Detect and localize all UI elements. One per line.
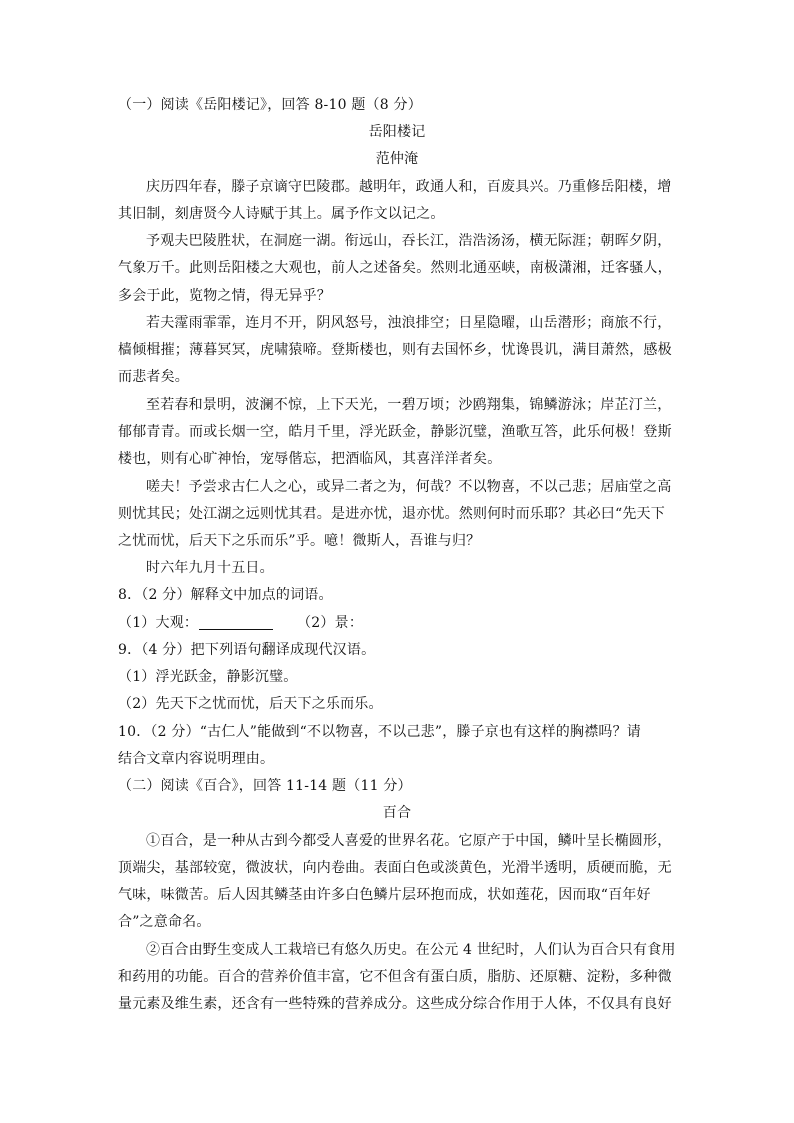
passage-line: 若夫霪雨霏霏，连月不开，阴风怒号，浊浪排空；日星隐曜，山岳潜形；商旅不行， — [146, 315, 672, 331]
passage-title: 岳阳楼记 — [368, 124, 426, 140]
passage-line: 气象万千。此则岳阳楼之大观也，前人之述备矣。然则北通巫峡，南极潇湘，迁客骚人， — [118, 260, 672, 276]
passage-line: 其旧制，刻唐贤今人诗赋于其上。属予作文以记之。 — [118, 206, 445, 222]
passage-line: 庆历四年春，滕子京谪守巴陵郡。越明年，政通人和，百废具兴。乃重修岳阳楼，增 — [146, 179, 672, 195]
question-8-2: （2）景： — [297, 615, 364, 631]
passage-line: 予观夫巴陵胜状，在洞庭一湖。衔远山，吞长江，浩浩汤汤，横无际涯；朝晖夕阴， — [146, 233, 672, 249]
passage-line: 多会于此，览物之情，得无异乎？ — [118, 288, 331, 304]
passage2-line: 和药用的功能。百合的营养价值丰富，它不但含有蛋白质，脂肪、还原糖、淀粉，多种微 — [118, 969, 672, 985]
passage-line: 之忧而忧，后天下之乐而乐”乎。噫！微斯人，吾谁与归？ — [118, 533, 481, 549]
passage2-line: ②百合由野生变成人工栽培已有悠久历史。在公元 4 世纪时，人们认为百合只有食用 — [146, 942, 676, 958]
passage-line: 而悲者矣。 — [118, 369, 189, 385]
passage2-title: 百合 — [382, 805, 412, 821]
passage-line: 郁郁青青。而或长烟一空，皓月千里，浮光跃金，静影沉璧，渔歌互答，此乐何极！登斯 — [118, 424, 672, 440]
section2-header: （二）阅读《百合》，回答 11-14 题（11 分） — [118, 778, 412, 794]
passage2-line: 量元素及维生素，还含有一些特殊的营养成分。这些成分综合作用于人体，不仅具有良好 — [118, 996, 672, 1012]
passage-line: 时六年九月十五日。 — [146, 560, 274, 576]
question-9: 9．（4 分）把下列语句翻译成现代汉语。 — [118, 642, 376, 658]
passage2-line: 合”之意命名。 — [118, 914, 211, 930]
passage-line: 楼也，则有心旷神怡，宠辱偕忘，把酒临风，其喜洋洋者矣。 — [118, 451, 502, 467]
question-8-items — [118, 614, 363, 632]
question-9-1: （1）浮光跃金，静影沉璧。 — [118, 669, 298, 685]
passage-line: 樯倾楫摧；薄暮冥冥，虎啸猿啼。登斯楼也，则有去国怀乡，忧谗畏讥，满目萧然，感极 — [118, 342, 672, 358]
question-8: 8．（2 分）解释文中加点的词语。 — [118, 587, 333, 603]
passage-line: 至若春和景明，波澜不惊，上下天光，一碧万顷；沙鸥翔集，锦鳞游泳；岸芷汀兰， — [146, 397, 672, 413]
section1-header: （一）阅读《岳阳楼记》，回答 8-10 题（8 分） — [118, 97, 422, 113]
question-10-cont: 结合文章内容说明理由。 — [118, 751, 275, 767]
question-9-2: （2）先天下之忧而忧，后天下之乐而乐。 — [118, 696, 383, 712]
passage2-line: ①百合，是一种从古到今都受人喜爱的世界名花。它原产于中国，鳞叶呈长椭圆形， — [146, 833, 672, 849]
passage-line: 则忧其民；处江湖之远则忧其君。是进亦忧，退亦忧。然则何时而乐耶？其必曰“先天下 — [118, 506, 665, 522]
passage2-line: 顶端尖，基部较宽，微波状，向内卷曲。表面白色或淡黄色，光滑半透明，质硬而脆，无 — [118, 860, 672, 876]
passage2-line: 气味，味微苦。后人因其鳞茎由许多白色鳞片层环抱而成，状如莲花，因而取“百年好 — [118, 887, 651, 903]
answer-blank[interactable] — [199, 615, 273, 630]
passage-author: 范仲淹 — [375, 151, 419, 167]
question-8-1: （1）大观： — [118, 615, 199, 631]
question-10: 10．（2 分）“古仁人”能做到“不以物喜，不以己悲”，滕子京也有这样的胸襟吗？请 — [118, 724, 641, 740]
passage-line: 嗟夫！予尝求古仁人之心，或异二者之为，何哉？不以物喜，不以己悲；居庙堂之高 — [146, 479, 672, 495]
